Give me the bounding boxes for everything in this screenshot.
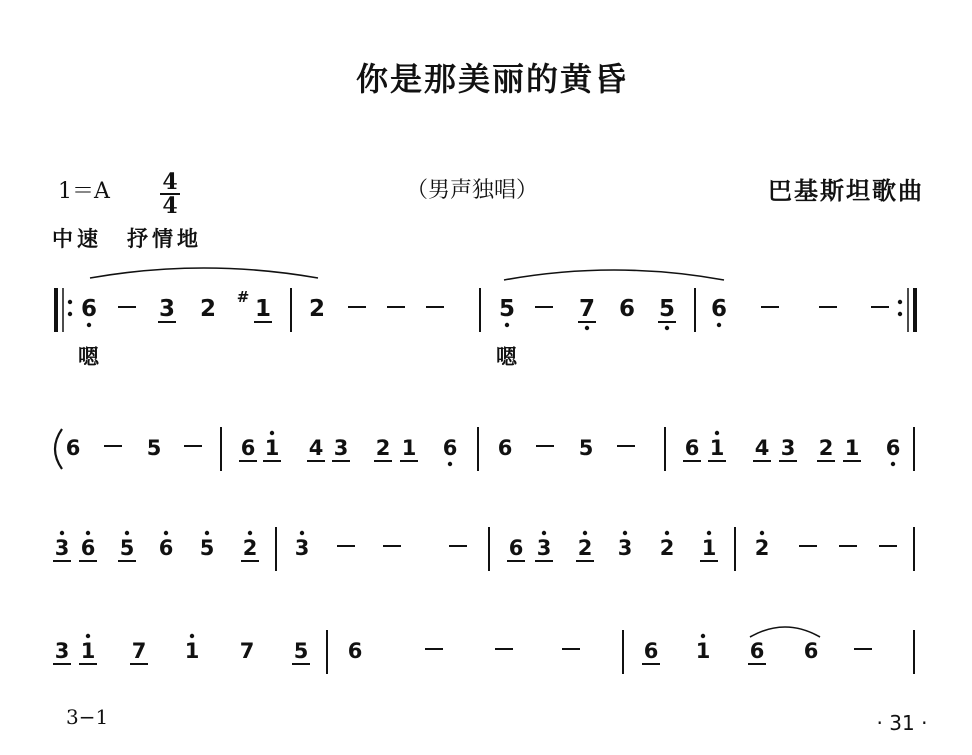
- octave-dot-below: [448, 462, 452, 466]
- note: 1: [709, 436, 725, 460]
- note: 6: [65, 436, 81, 460]
- octave-dot-above: [623, 531, 627, 535]
- octave-dot-above: [300, 531, 304, 535]
- note: 3: [333, 436, 349, 460]
- note: 3: [54, 639, 70, 663]
- octave-dot-above: [760, 531, 764, 535]
- octave-dot-below: [87, 323, 91, 327]
- octave-dot-below: [717, 323, 721, 327]
- note: 1: [184, 639, 200, 663]
- note: 2: [199, 296, 217, 322]
- note: 3: [780, 436, 796, 460]
- note: 5: [119, 536, 135, 560]
- note: 3: [158, 296, 176, 322]
- note: 4: [754, 436, 770, 460]
- note: 7: [239, 639, 255, 663]
- octave-dot-above: [190, 634, 194, 638]
- performance-note: （男声独唱）: [405, 178, 539, 203]
- note: 3: [536, 536, 552, 560]
- sharp-sign: #: [236, 288, 250, 306]
- note: 5: [658, 296, 676, 322]
- note: 2: [375, 436, 391, 460]
- octave-dot-above: [583, 531, 587, 535]
- note: 2: [754, 536, 770, 560]
- time-signature-top: 4: [162, 169, 178, 195]
- note: 4: [308, 436, 324, 460]
- octave-dot-below: [665, 326, 669, 330]
- note: 6: [497, 436, 513, 460]
- notation-layer: [53, 268, 915, 674]
- song-attribution: 巴基斯坦歌曲: [768, 177, 924, 205]
- note: 6: [158, 536, 174, 560]
- note: 5: [199, 536, 215, 560]
- octave-dot-above: [125, 531, 129, 535]
- note: 5: [498, 296, 516, 322]
- note: 1: [264, 436, 280, 460]
- octave-dot-above: [542, 531, 546, 535]
- octave-dot-above: [164, 531, 168, 535]
- note: 6: [508, 536, 524, 560]
- note: 6: [684, 436, 700, 460]
- note: 1: [401, 436, 417, 460]
- note: 1: [701, 536, 717, 560]
- octave-dot-above: [248, 531, 252, 535]
- note: 1: [80, 639, 96, 663]
- note: 6: [240, 436, 256, 460]
- note: 2: [659, 536, 675, 560]
- repeat-dot: [898, 300, 902, 304]
- note: 2: [818, 436, 834, 460]
- open-parenthesis: [55, 429, 62, 469]
- octave-dot-below: [891, 462, 895, 466]
- lyric-2: 嗯: [496, 345, 517, 369]
- note: 6: [749, 639, 765, 663]
- octave-dot-below: [505, 323, 509, 327]
- octave-dot-above: [86, 531, 90, 535]
- note: 7: [578, 296, 596, 322]
- note: 2: [242, 536, 258, 560]
- page-number: 3−1: [66, 705, 109, 729]
- note: 1: [254, 296, 272, 322]
- note: 6: [710, 296, 728, 322]
- note: 5: [293, 639, 309, 663]
- note: 5: [146, 436, 162, 460]
- octave-dot-above: [60, 531, 64, 535]
- octave-dot-above: [715, 431, 719, 435]
- footer-mark: · 31 ·: [876, 711, 928, 735]
- octave-dot-below: [585, 326, 589, 330]
- repeat-dot: [68, 300, 72, 304]
- octave-dot-above: [665, 531, 669, 535]
- octave-dot-above: [86, 634, 90, 638]
- note: 6: [885, 436, 901, 460]
- note: 1: [695, 639, 711, 663]
- note: 2: [577, 536, 593, 560]
- time-signature-bottom: 4: [162, 193, 178, 219]
- note: 5: [578, 436, 594, 460]
- song-title: 你是那美丽的黄昏: [355, 60, 629, 98]
- octave-dot-above: [701, 634, 705, 638]
- note: 1: [844, 436, 860, 460]
- note: 2: [308, 296, 326, 322]
- note: 3: [54, 536, 70, 560]
- octave-dot-above: [270, 431, 274, 435]
- octave-dot-above: [205, 531, 209, 535]
- note: 6: [442, 436, 458, 460]
- note: 3: [294, 536, 310, 560]
- repeat-dot: [68, 312, 72, 316]
- octave-dot-above: [707, 531, 711, 535]
- note: 6: [80, 296, 98, 322]
- tempo-marking: 中速 抒情地: [52, 227, 202, 251]
- note: 7: [131, 639, 147, 663]
- slur-arc: [90, 268, 318, 278]
- slur-arc: [504, 270, 724, 280]
- note: 6: [618, 296, 636, 322]
- note: 3: [617, 536, 633, 560]
- slur-arc: [750, 627, 820, 637]
- lyric-1: 嗯: [78, 345, 99, 369]
- key-signature: 1＝A: [58, 179, 110, 204]
- note: 6: [803, 639, 819, 663]
- note: 6: [643, 639, 659, 663]
- note: 6: [80, 536, 96, 560]
- note: 6: [347, 639, 363, 663]
- repeat-dot: [898, 312, 902, 316]
